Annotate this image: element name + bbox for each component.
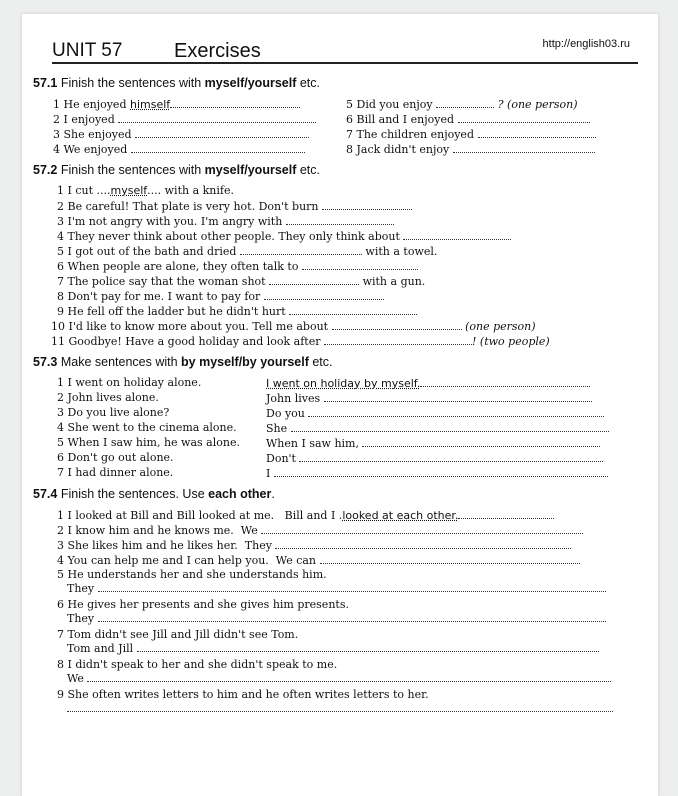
- s1-right-7: 7 The children enjoyed: [346, 127, 596, 142]
- unit-label: UNIT 57: [52, 40, 123, 61]
- s4-line-3: 3 She likes him and he likes her. They: [57, 538, 571, 553]
- s2-line-1: 1 I cut ....myself.... with a knife.: [57, 184, 234, 197]
- s2-line-11: 11 Goodbye! Have a good holiday and look after ! (two people): [51, 335, 550, 348]
- s2-line-2: 2 Be careful! That plate is very hot. Don't burn: [57, 199, 412, 214]
- s3-right-1: I went on holiday by myself.: [266, 376, 590, 391]
- s3-right-6: Don't: [266, 451, 603, 466]
- s3-right-5: When I saw him,: [266, 436, 600, 451]
- s4-line-1: 1 I looked at Bill and Bill looked at me. Bill and I .looked at each other.: [57, 508, 554, 523]
- s3-right-3: Do you: [266, 406, 604, 421]
- s3-right-2: John lives: [266, 391, 592, 406]
- s4-line-5-answer: They: [67, 581, 606, 596]
- s4-line-6-answer: They: [67, 611, 606, 626]
- s2-line-5: 5 I got out of the bath and dried with a towel.: [57, 245, 438, 258]
- s1-right-8: 8 Jack didn't enjoy: [346, 142, 595, 157]
- s1-right-5: 5 Did you enjoy ? (one person): [346, 98, 578, 111]
- s1-left-1: 1 He enjoyed himself: [53, 97, 300, 112]
- s3-left-6: 6 Don't go out alone.: [57, 451, 174, 464]
- s3-right-4: She: [266, 421, 609, 436]
- source-url: http://english03.ru: [542, 38, 630, 50]
- section-57-2-heading: 57.2 Finish the sentences with myself/yourself etc.: [33, 163, 320, 177]
- s4-line-6: 6 He gives her presents and she gives him presents.: [57, 598, 349, 611]
- s3-left-5: 5 When I saw him, he was alone.: [57, 436, 240, 449]
- s2-line-6: 6 When people are alone, they often talk to: [57, 259, 418, 274]
- s2-line-10: 10 I'd like to know more about you. Tell me about (one person): [51, 320, 536, 333]
- s2-line-4: 4 They never think about other people. They only think about: [57, 229, 511, 244]
- s4-line-9: 9 She often writes letters to him and he often writes letters to her.: [57, 688, 429, 701]
- s2-line-3: 3 I'm not angry with you. I'm angry with: [57, 214, 394, 229]
- s3-left-7: 7 I had dinner alone.: [57, 466, 174, 479]
- s1-right-6: 6 Bill and I enjoyed: [346, 112, 590, 127]
- s4-line-8-answer: We: [67, 671, 611, 686]
- s4-line-2: 2 I know him and he knows me. We: [57, 523, 583, 538]
- s2-line-7: 7 The police say that the woman shot with a gun.: [57, 275, 426, 288]
- section-57-3-heading: 57.3 Make sentences with by myself/by yourself etc.: [33, 355, 333, 369]
- section-57-1-heading: 57.1 Finish the sentences with myself/yourself etc.: [33, 76, 320, 90]
- s4-line-7-answer: Tom and Jill: [67, 641, 599, 656]
- s3-left-2: 2 John lives alone.: [57, 391, 159, 404]
- s1-left-2: 2 I enjoyed: [53, 112, 316, 127]
- s1-left-4: 4 We enjoyed: [53, 142, 305, 157]
- s3-left-1: 1 I went on holiday alone.: [57, 376, 202, 389]
- s3-left-4: 4 She went to the cinema alone.: [57, 421, 237, 434]
- s4-line-5: 5 He understands her and she understands him.: [57, 568, 327, 581]
- s3-left-3: 3 Do you live alone?: [57, 406, 170, 419]
- s4-line-7: 7 Tom didn't see Jill and Jill didn't see Tom.: [57, 628, 299, 641]
- page-header: [52, 26, 638, 64]
- s4-line-9-answer: [67, 701, 613, 716]
- s2-line-8: 8 Don't pay for me. I want to pay for: [57, 289, 384, 304]
- s4-line-8: 8 I didn't speak to her and she didn't speak to me.: [57, 658, 338, 671]
- section-57-4-heading: 57.4 Finish the sentences. Use each other.: [33, 487, 275, 501]
- s2-line-9: 9 He fell off the ladder but he didn't hurt: [57, 304, 417, 319]
- s1-left-3: 3 She enjoyed: [53, 127, 309, 142]
- page-title: Exercises: [174, 40, 261, 62]
- s3-right-7: I: [266, 466, 608, 481]
- s4-line-4: 4 You can help me and I can help you. We can: [57, 553, 580, 568]
